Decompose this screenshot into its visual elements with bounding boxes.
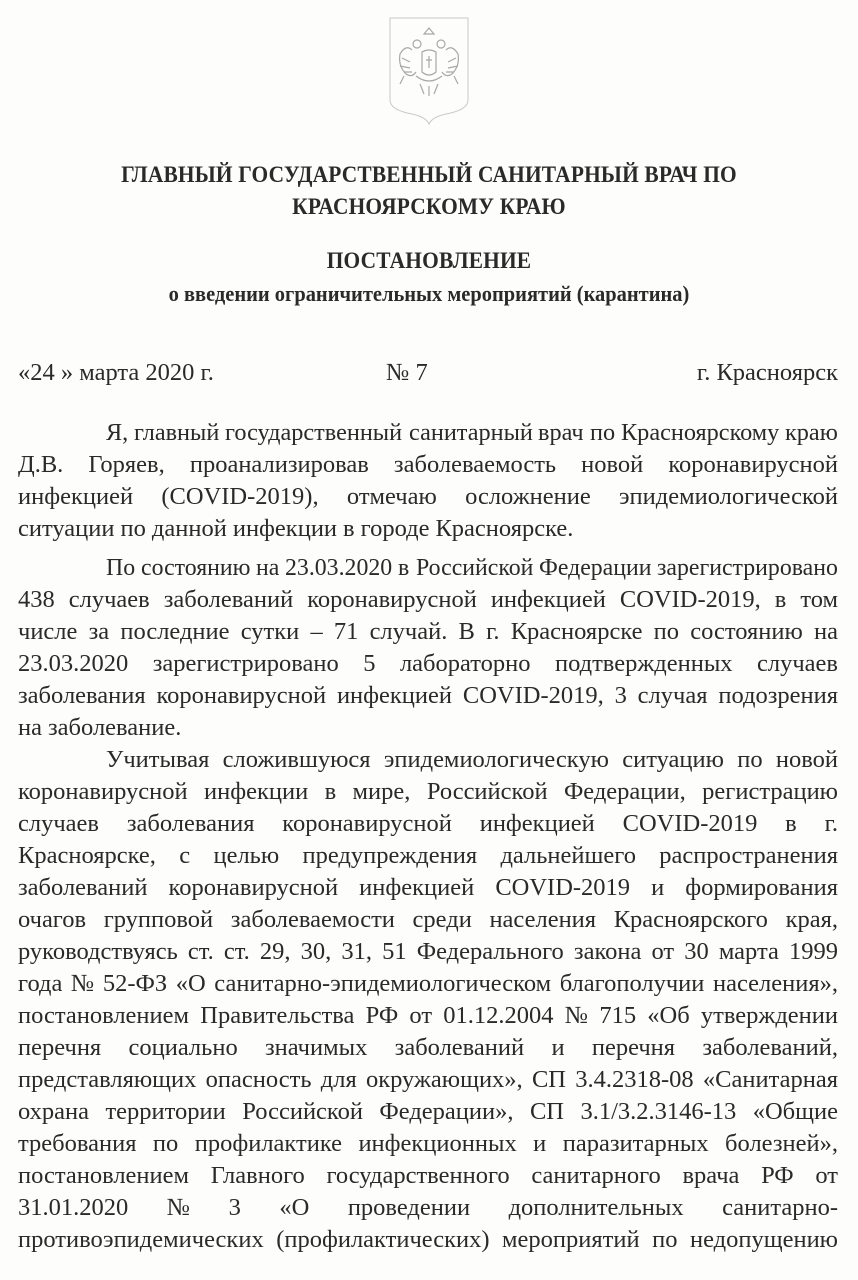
body-word: на <box>256 554 280 581</box>
body-line <box>18 809 838 839</box>
body-word: по <box>589 419 616 446</box>
body-line <box>18 969 838 999</box>
body-line <box>18 649 838 679</box>
body-word: числе <box>18 618 78 645</box>
body-word: дальнейшего <box>500 842 636 869</box>
body-word: заболеваемости <box>230 906 395 933</box>
body-word: г. <box>486 618 500 645</box>
body-word: COVID-2019 <box>622 810 758 837</box>
body-word: врач <box>538 419 584 446</box>
body-word: случаев <box>757 650 838 677</box>
body-word: очагов <box>18 906 87 933</box>
body-word: сутки <box>240 618 300 645</box>
body-line <box>18 585 838 615</box>
body-word: 3.4.2318-08 <box>575 1066 694 1093</box>
body-line <box>18 514 838 544</box>
body-word: главный <box>134 419 220 446</box>
body-word: инфекцией <box>18 483 134 510</box>
body-word: для <box>320 1066 357 1093</box>
body-word: и <box>533 1130 547 1157</box>
body-word: формирования <box>685 874 838 901</box>
body-word: болезней», <box>725 1130 838 1157</box>
body-word: заболеваний <box>163 586 294 613</box>
body-word: Федерации», <box>379 1098 514 1125</box>
body-word: и <box>651 874 665 901</box>
body-word: регистрацию <box>702 778 838 805</box>
body-word: состоянию <box>140 554 251 581</box>
body-word: инфекцией <box>490 586 606 613</box>
body-word: Российской <box>426 778 548 805</box>
body-word: В <box>458 618 475 645</box>
body-line <box>18 841 838 871</box>
body-word: COVID-2019, <box>619 586 761 613</box>
body-word: том <box>800 586 838 613</box>
body-word: от <box>409 1002 433 1029</box>
body-word: COVID-2019, <box>462 682 604 709</box>
body-word: 438 <box>18 586 55 613</box>
body-word: в <box>774 586 787 613</box>
body-word: (COVID-2019), <box>161 483 319 510</box>
body-word: Красноярского <box>613 906 768 933</box>
body-word: по <box>653 618 680 645</box>
body-word: заболевания <box>126 810 255 837</box>
body-word: 3 <box>614 682 627 709</box>
body-word: осложнение <box>465 483 591 510</box>
body-word: 1999 <box>789 938 838 965</box>
body-word: Российской <box>242 1098 363 1125</box>
body-word: за <box>88 618 110 645</box>
body-line <box>18 1001 838 1031</box>
body-word: государственный <box>225 419 403 446</box>
document-date: «24 » марта 2020 г. <box>18 359 214 386</box>
body-line <box>18 681 838 711</box>
body-word: Российской <box>415 554 533 581</box>
body-word: Федерации, <box>563 778 686 805</box>
body-word: № <box>564 1002 589 1029</box>
body-word: края, <box>785 906 838 933</box>
body-line <box>18 1065 838 1095</box>
body-word: РФ <box>761 1162 794 1189</box>
body-word: 3 <box>228 1194 241 1221</box>
body-word: Красноярскому <box>620 419 780 446</box>
body-word: профилактике <box>194 1130 342 1157</box>
document-meta-row <box>18 358 838 388</box>
body-word: населения», <box>712 970 838 997</box>
body-word: «Санитарная <box>702 1066 838 1093</box>
body-word: инфекционных <box>358 1130 517 1157</box>
body-word: 51 <box>382 938 407 965</box>
body-line <box>18 482 838 512</box>
body-word: 31.01.2020 <box>18 1194 129 1221</box>
body-word: данной <box>151 515 227 542</box>
body-word: 23.03.2020 <box>285 554 393 581</box>
body-word: Красноярске. <box>435 515 574 542</box>
body-word: марта <box>718 938 779 965</box>
body-word: 71 <box>333 618 359 645</box>
body-word: утверждении <box>700 1002 838 1029</box>
body-word: благополучии <box>559 970 705 997</box>
body-line <box>106 553 838 583</box>
body-word: – <box>310 618 323 645</box>
body-line <box>18 905 838 935</box>
body-word: Красноярске, <box>18 842 156 869</box>
authority-title-line2: КРАСНОЯРСКОМУ КРАЮ <box>292 194 566 219</box>
body-word: ст. <box>187 938 214 965</box>
body-line <box>18 1193 838 1223</box>
body-word: мероприятий <box>502 1226 640 1253</box>
body-word: 52-ФЗ <box>102 970 168 997</box>
body-word: отмечаю <box>346 483 437 510</box>
body-word: требования <box>18 1130 137 1157</box>
body-word: проведении <box>347 1194 471 1221</box>
body-word: COVID-2019 <box>495 874 631 901</box>
body-word: года <box>18 970 63 997</box>
body-word: санитарно- <box>722 1194 838 1221</box>
body-word: руководствуясь <box>18 938 178 965</box>
body-word: коронавирусной <box>156 682 327 709</box>
body-word: По <box>106 554 136 581</box>
document-city: г. Красноярск <box>696 359 838 386</box>
body-word: с <box>179 842 191 869</box>
body-word: зарегистрировано <box>657 554 838 581</box>
body-word: коронавирусной <box>307 586 477 613</box>
body-word: лабораторно <box>399 650 531 677</box>
body-word: (профилактических) <box>276 1226 490 1253</box>
body-word: сложившуюся <box>222 746 371 773</box>
body-word: недопущению <box>689 1226 838 1253</box>
body-word: ситуации <box>18 515 115 542</box>
body-word: в <box>785 810 797 837</box>
body-word: санитарный <box>408 419 533 446</box>
body-word: заболеваемость <box>393 451 557 478</box>
body-word: эпидемиологическую <box>383 746 609 773</box>
authority-title-line1: ГЛАВНЫЙ ГОСУДАРСТВЕННЫЙ САНИТАРНЫЙ ВРАЧ ПО <box>121 162 737 187</box>
body-word: постановлением <box>18 1002 190 1029</box>
body-word: СП <box>531 1066 566 1093</box>
body-word: 01.12.2004 <box>443 1002 554 1029</box>
body-word: распространения <box>659 842 838 869</box>
body-word: на <box>18 714 42 741</box>
body-word: СП <box>529 1098 564 1125</box>
body-word: 23.03.2020 <box>18 650 129 677</box>
body-word: целью <box>213 842 280 869</box>
body-word: по <box>120 515 146 542</box>
body-line <box>18 937 838 967</box>
body-word: случая <box>637 682 708 709</box>
body-word: коронавирусной <box>282 810 452 837</box>
body-word: по <box>652 1226 678 1253</box>
body-word: Д.В. <box>18 451 64 478</box>
document-subject: о введении ограничительных мероприятий (карантина) <box>168 281 690 306</box>
coat-of-arms-emblem <box>386 14 472 126</box>
body-word: заболевания <box>18 682 146 709</box>
body-word: Правительства <box>200 1002 355 1029</box>
document-number: № 7 <box>386 359 428 386</box>
body-word: заболеваний, <box>702 1034 838 1061</box>
body-word: на <box>814 618 838 645</box>
body-word: закона <box>573 938 642 965</box>
body-word: охрана <box>18 1098 89 1125</box>
body-word: перечня <box>591 1034 676 1061</box>
body-word: населения <box>489 906 597 933</box>
body-word: дополнительных <box>508 1194 684 1221</box>
body-word: подозрения <box>718 682 838 709</box>
body-word: последние <box>120 618 230 645</box>
body-word: в <box>398 554 410 581</box>
body-word: ст. <box>223 938 250 965</box>
body-word: инфекции <box>232 515 338 542</box>
body-word: в <box>343 515 355 542</box>
body-word: Федерации <box>538 554 652 581</box>
body-word: «О <box>279 1194 310 1221</box>
body-word: перечня <box>18 1034 102 1061</box>
body-word: врача <box>682 1162 740 1189</box>
body-word: заболевание. <box>48 714 182 741</box>
body-word: 30, <box>300 938 332 965</box>
body-line <box>18 1161 838 1191</box>
body-word: «О <box>175 970 206 997</box>
body-word: № <box>166 1194 191 1221</box>
body-word: от <box>651 938 675 965</box>
body-word: Главного <box>210 1162 305 1189</box>
body-word: групповой <box>103 906 214 933</box>
body-word: состоянию <box>690 618 803 645</box>
body-line <box>18 1225 838 1255</box>
body-word: инфекции <box>203 778 309 805</box>
body-word: паразитарных <box>562 1130 709 1157</box>
body-word: «Об <box>647 1002 690 1029</box>
body-word: новой <box>775 746 838 773</box>
body-word: значимых <box>265 1034 368 1061</box>
body-word: среди <box>412 906 472 933</box>
body-word: ситуацию <box>622 746 724 773</box>
body-line <box>18 713 838 743</box>
body-word: и <box>551 1034 565 1061</box>
body-word: новой <box>581 451 644 478</box>
body-word: РФ <box>365 1002 399 1029</box>
body-word: 715 <box>599 1002 637 1029</box>
body-word: представляющих <box>18 1066 197 1093</box>
body-word: по <box>737 746 763 773</box>
body-word: по <box>152 1130 179 1157</box>
body-word: случаев <box>18 810 99 837</box>
body-line <box>18 450 838 480</box>
body-word: инфекцией <box>336 682 453 709</box>
body-word: эпидемиологической <box>619 483 838 510</box>
body-word: окружающих», <box>365 1066 523 1093</box>
body-word: 5 <box>363 650 376 677</box>
body-word: заболеваний <box>18 874 148 901</box>
body-word: случаев <box>68 586 150 613</box>
body-word: санитарно-эпидемиологическом <box>214 970 552 997</box>
body-word: санитарного <box>531 1162 661 1189</box>
body-word: Красноярске <box>510 618 643 645</box>
body-word: № <box>70 970 95 997</box>
body-word: 29, <box>259 938 291 965</box>
body-line <box>18 1033 838 1063</box>
body-word: инфекцией <box>479 810 595 837</box>
body-line <box>106 745 838 775</box>
body-word: опасность <box>205 1066 312 1093</box>
body-word: Федерального <box>416 938 564 965</box>
body-word: инфекцией <box>359 874 475 901</box>
body-line <box>18 1129 838 1159</box>
body-word: предупреждения <box>302 842 478 869</box>
body-word: мире, <box>352 778 411 805</box>
body-word: зарегистрировано <box>152 650 339 677</box>
body-line <box>106 418 838 448</box>
body-word: коронавирусной <box>168 874 339 901</box>
body-word: от <box>815 1162 838 1189</box>
body-word: коронавирусной <box>18 778 188 805</box>
body-line <box>18 617 838 647</box>
body-word: заболеваний <box>394 1034 525 1061</box>
body-line <box>18 1097 838 1127</box>
body-word: проанализировав <box>189 451 369 478</box>
body-word: противоэпидемических <box>18 1226 264 1253</box>
body-word: коронавирусной <box>668 451 838 478</box>
body-word: Учитывая <box>106 746 210 773</box>
body-word: социально <box>128 1034 238 1061</box>
body-word: «Общие <box>752 1098 838 1125</box>
body-word: в <box>324 778 337 805</box>
body-word: подтвержденных <box>554 650 733 677</box>
body-line <box>18 777 838 807</box>
body-word: 30 <box>684 938 709 965</box>
body-word: постановлением <box>18 1162 190 1189</box>
body-word: случай. <box>369 618 448 645</box>
body-word: Я, <box>106 419 129 446</box>
body-word: г. <box>824 810 838 837</box>
body-word: 3.1/3.2.3146-13 <box>580 1098 737 1125</box>
body-line <box>18 873 838 903</box>
body-word: государственного <box>326 1162 510 1189</box>
body-word: городе <box>360 515 430 542</box>
body-word: Горяев, <box>88 451 165 478</box>
body-word: краю <box>785 419 838 446</box>
body-word: территории <box>105 1098 226 1125</box>
document-type: ПОСТАНОВЛЕНИЕ <box>326 248 532 273</box>
body-word: 31, <box>341 938 372 965</box>
